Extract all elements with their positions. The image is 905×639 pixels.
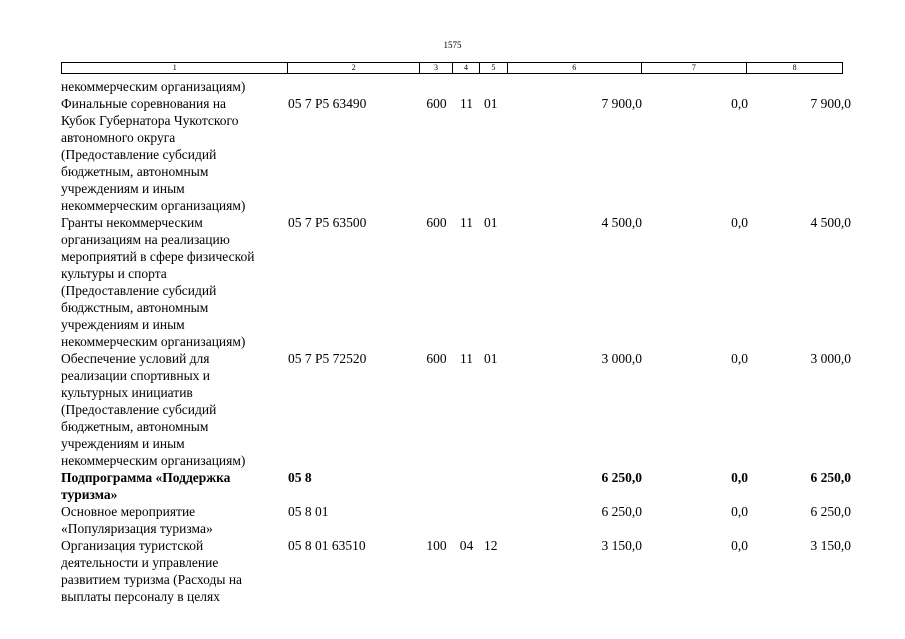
row-col-8: 3 150,0 <box>810 538 851 553</box>
row-col-3: 100 <box>426 538 447 553</box>
row-col-4: 11 <box>460 351 473 366</box>
row-col-6: 6 250,0 <box>601 470 642 485</box>
row-col-5: 12 <box>484 538 498 553</box>
table-header <box>61 62 843 74</box>
row-name-line: бюджетным, автономным <box>61 164 209 179</box>
row-name-line: культуры и спорта <box>61 266 167 281</box>
table-row <box>61 350 851 469</box>
row-name-line: организациям на реализацию <box>61 232 230 247</box>
row-name-line: Гранты некоммерческим <box>61 215 203 230</box>
row-code: 05 7 P5 63490 <box>288 96 367 111</box>
table-row <box>61 95 851 214</box>
row-col-8: 6 250,0 <box>810 470 851 485</box>
row-col-6: 6 250,0 <box>601 504 642 519</box>
row-col-5 <box>480 78 508 95</box>
row-name-line: бюджстным, автономным <box>61 300 209 315</box>
row-col-7: 0,0 <box>731 470 748 485</box>
row-col-6 <box>508 78 642 95</box>
row-name <box>61 469 288 503</box>
row-name-line: некоммерческим организациям) <box>61 79 246 94</box>
row-name-line: некоммерческим организациям) <box>61 453 246 468</box>
row-name-line: развитием туризма (Расходы на <box>61 572 243 587</box>
row-name-line: учреждениям и иным <box>61 181 185 196</box>
row-col-5: 01 <box>484 215 498 230</box>
row-name-line: Подпрограмма «Поддержка <box>61 470 231 485</box>
row-name-line: Организация туристской <box>61 538 204 553</box>
row-col-5: 01 <box>484 96 498 111</box>
row-name-line: (Предоставление субсидий <box>61 283 217 298</box>
row-col-5 <box>480 503 508 537</box>
row-name-line: мероприятий в сфере физической <box>61 249 255 264</box>
row-name-line: культурных инициатив <box>61 385 193 400</box>
row-col-3 <box>420 503 453 537</box>
row-name-line: некоммерческим организациям) <box>61 334 246 349</box>
row-col-7: 0,0 <box>731 96 748 111</box>
row-col-3 <box>420 469 453 503</box>
row-name <box>61 214 288 350</box>
row-col-4: 11 <box>460 215 473 230</box>
row-col-4: 11 <box>460 96 473 111</box>
table-row <box>61 214 851 350</box>
row-col-8 <box>748 78 851 95</box>
row-col-5: 01 <box>484 351 498 366</box>
row-name-line: Основное мероприятие <box>61 504 196 519</box>
header-col-1: 1 <box>62 63 288 73</box>
row-name-line: Кубок Губернатора Чукотского <box>61 113 239 128</box>
header-col-2: 2 <box>288 63 420 73</box>
row-name-line: учреждениям и иным <box>61 317 185 332</box>
row-col-6: 3 150,0 <box>601 538 642 553</box>
row-col-7 <box>642 78 748 95</box>
row-name-line: туризма» <box>61 487 118 502</box>
row-col-8: 7 900,0 <box>810 96 851 111</box>
page-number: 1575 <box>443 40 462 50</box>
row-name <box>61 537 288 605</box>
row-name-line: некоммерческим организациям) <box>61 198 246 213</box>
row-name <box>61 350 288 469</box>
row-col-7: 0,0 <box>731 538 748 553</box>
row-code: 05 8 01 <box>288 504 329 519</box>
row-col-4 <box>453 503 480 537</box>
row-name-line: бюджетным, автономным <box>61 419 209 434</box>
row-col-3 <box>420 78 453 95</box>
row-name-line: Финальные соревнования на <box>61 96 227 111</box>
row-code: 05 7 P5 63500 <box>288 215 367 230</box>
row-col-8: 6 250,0 <box>810 504 851 519</box>
row-name-line: реализации спортивных и <box>61 368 211 383</box>
row-name-line: учреждениям и иным <box>61 436 185 451</box>
header-col-4: 4 <box>453 63 480 73</box>
row-name <box>61 95 288 214</box>
row-name-line: автономного округа <box>61 130 176 145</box>
table-row <box>61 503 851 537</box>
row-name-line: деятельности и управление <box>61 555 219 570</box>
row-col-8: 3 000,0 <box>810 351 851 366</box>
row-col-7: 0,0 <box>731 351 748 366</box>
row-col-4 <box>453 78 480 95</box>
table-body <box>61 78 851 605</box>
header-col-6: 6 <box>508 63 642 73</box>
table-row <box>61 537 851 605</box>
row-code: 05 7 P5 72520 <box>288 351 367 366</box>
row-col-6: 3 000,0 <box>601 351 642 366</box>
row-name-line: (Предоставление субсидий <box>61 402 217 417</box>
row-name-line: выплаты персоналу в целях <box>61 589 220 604</box>
header-col-7: 7 <box>642 63 748 73</box>
row-code <box>288 78 420 95</box>
row-col-6: 4 500,0 <box>601 215 642 230</box>
row-col-7: 0,0 <box>731 215 748 230</box>
row-name <box>61 78 288 95</box>
row-code: 05 8 <box>288 470 312 485</box>
row-col-4: 04 <box>459 538 474 553</box>
row-col-7: 0,0 <box>731 504 748 519</box>
row-col-3: 600 <box>426 96 447 111</box>
row-name-line: Обеспечение условий для <box>61 351 210 366</box>
row-col-6: 7 900,0 <box>601 96 642 111</box>
table-row <box>61 469 851 503</box>
row-col-5 <box>480 469 508 503</box>
row-col-8: 4 500,0 <box>810 215 851 230</box>
row-col-3: 600 <box>426 215 447 230</box>
header-col-3: 3 <box>420 63 453 73</box>
row-name-line: (Предоставление субсидий <box>61 147 217 162</box>
row-name-line: «Популяризация туризма» <box>61 521 213 536</box>
row-name <box>61 503 288 537</box>
header-col-5: 5 <box>480 63 508 73</box>
row-col-4 <box>453 469 480 503</box>
header-col-8: 8 <box>792 63 797 72</box>
row-code: 05 8 01 63510 <box>288 538 366 553</box>
row-col-3: 600 <box>426 351 447 366</box>
table-row <box>61 78 851 95</box>
